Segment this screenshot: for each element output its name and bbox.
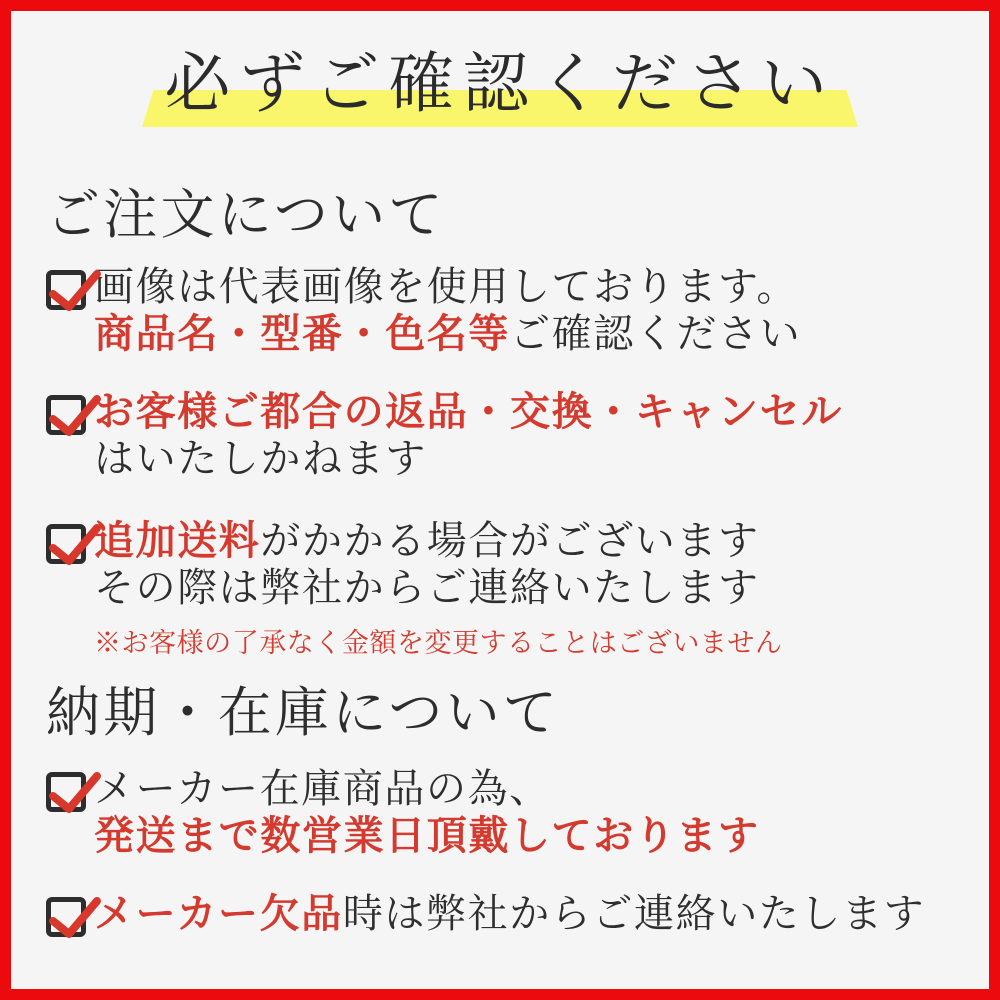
text-segment-red: 発送まで数営業日頂戴しております	[94, 813, 760, 858]
checkbox-checked-icon	[46, 897, 86, 937]
checkbox-checked-icon	[46, 524, 86, 564]
text-segment: がかかる場合がございます	[260, 518, 760, 563]
list-item	[46, 517, 989, 659]
item-text	[94, 765, 760, 859]
checkmark-icon	[47, 264, 101, 312]
checkmark-icon	[47, 766, 101, 814]
item-line	[94, 435, 843, 482]
item-text	[94, 890, 925, 937]
item-text	[94, 517, 783, 659]
text-segment: その際は弊社からご連絡いたします	[94, 565, 760, 610]
text-segment-red: 追加送料	[94, 518, 261, 563]
checkmark-icon	[47, 518, 101, 566]
item-line	[94, 890, 925, 937]
item-line	[94, 765, 760, 812]
section-heading-orders: ご注文について	[46, 185, 446, 245]
item-line	[94, 310, 801, 357]
item-line	[94, 263, 801, 310]
text-segment-red: メーカー欠品	[94, 891, 343, 936]
text-segment-red: お客様ご都合の返品・交換・キャンセル	[94, 389, 843, 434]
text-segment: 画像は代表画像を使用しております。	[94, 264, 798, 309]
list-item	[46, 765, 989, 859]
page-title: 必ずご確認ください	[164, 48, 836, 121]
checkmark-icon	[47, 389, 101, 437]
section-heading-delivery-stock: 納期・在庫について	[46, 683, 561, 743]
item-text	[94, 388, 843, 482]
item-line	[94, 388, 843, 435]
title-block	[11, 48, 989, 121]
item-line	[94, 517, 783, 564]
text-segment: メーカー在庫商品の為、	[94, 766, 551, 811]
list-item	[46, 890, 989, 937]
list-item	[46, 263, 989, 357]
item-note: ※お客様の了承なく金額を変更することはございません	[94, 628, 783, 658]
checkbox-checked-icon	[46, 772, 86, 812]
list-item	[46, 388, 989, 482]
checkbox-checked-icon	[46, 395, 86, 435]
item-line	[94, 812, 760, 859]
item-text	[94, 263, 801, 357]
checkbox-checked-icon	[46, 270, 86, 310]
text-segment: 時は弊社からご連絡いたします	[342, 891, 926, 936]
text-segment: ご確認ください	[510, 311, 802, 356]
checkmark-icon	[47, 891, 101, 939]
text-segment-red: 商品名・型番・色名等	[94, 311, 510, 356]
text-segment: はいたしかねます	[94, 436, 427, 481]
item-line	[94, 564, 783, 611]
